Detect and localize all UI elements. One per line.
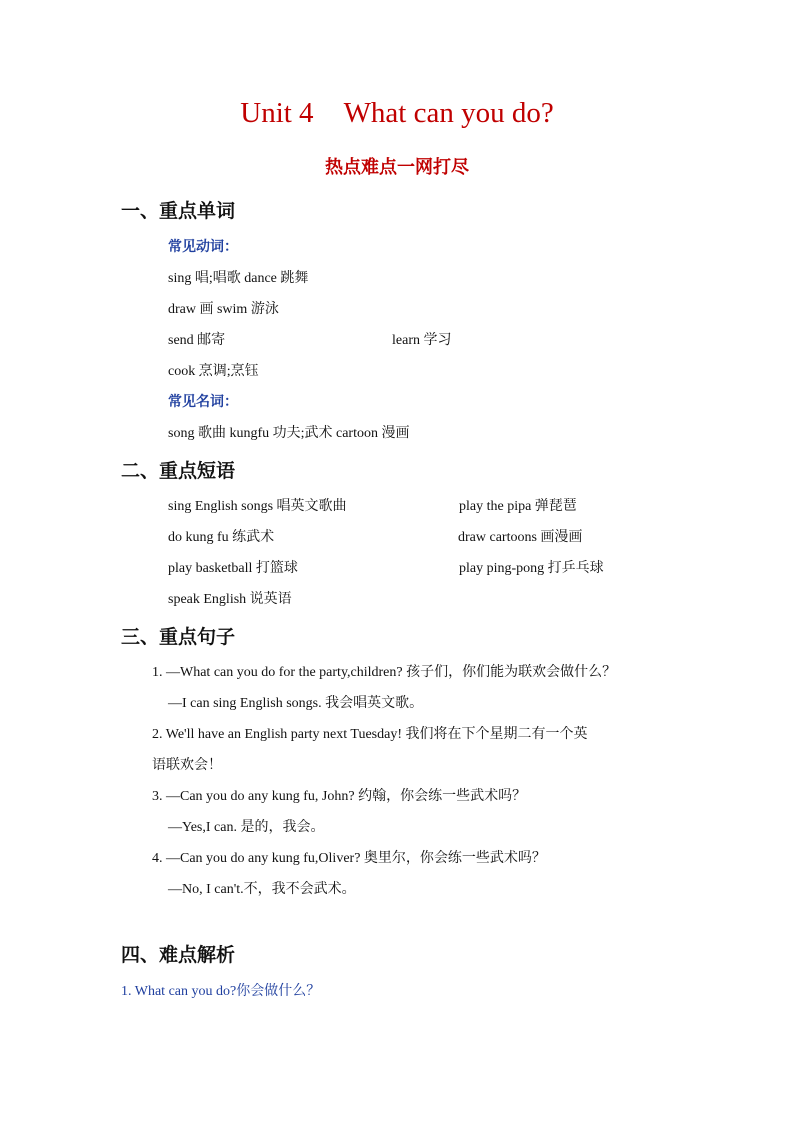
sentence-line: 1. —What can you do for the party,children? 孩子们，你们能为联欢会做什么？: [152, 665, 617, 680]
sentence-line: 4. —Can you do any kung fu,Oliver? 奥里尔，你会练一些武术吗？: [152, 851, 546, 866]
page-title: [0, 97, 794, 130]
sentence-line: —No, I can't.不，我不会武术。: [168, 882, 356, 897]
word-line: cook 烹调;烹钰: [168, 364, 259, 379]
phrase-line: do kung fu 练武术: [168, 530, 275, 545]
section-heading-difficulty-analysis: 四、难点解析: [121, 944, 236, 966]
nouns-label: 常见名词：: [168, 394, 238, 410]
section-heading-key-words: 一、重点单词: [121, 200, 236, 222]
phrase-line: play ping-pong 打乒乓球: [459, 561, 604, 576]
sentence-line: 3. —Can you do any kung fu, John? 约翰，你会练一些武术吗？: [152, 789, 527, 804]
word-line: draw 画 swim 游泳: [168, 302, 279, 317]
sentence-line: —Yes,I can. 是的，我会。: [168, 820, 325, 835]
analysis-item: 1. What can you do?你会做什么？: [121, 984, 321, 999]
verbs-label: 常见动词：: [168, 239, 238, 255]
phrase-line: play the pipa 弹琵琶: [459, 499, 577, 514]
sentence-line: 语联欢会！: [152, 758, 222, 773]
word-line: song 歌曲 kungfu 功夫;武术 cartoon 漫画: [168, 426, 410, 441]
section-heading-key-sentences: 三、重点句子: [121, 626, 236, 648]
phrase-line: speak English 说英语: [168, 592, 292, 607]
phrase-line: draw cartoons 画漫画: [458, 530, 583, 545]
phrase-line: sing English songs 唱英文歌曲: [168, 499, 347, 514]
word-line: sing 唱;唱歌 dance 跳舞: [168, 271, 309, 286]
sentence-line: —I can sing English songs. 我会唱英文歌。: [168, 696, 424, 711]
unit-question: What can you do?: [343, 97, 554, 129]
sentence-line: 2. We'll have an English party next Tuesday! 我们将在下个星期二有一个英: [152, 727, 588, 742]
word-line: send 邮寄: [168, 333, 226, 348]
page-subtitle: 热点难点一网打尽: [325, 157, 469, 178]
unit-label: Unit 4: [240, 97, 314, 129]
phrase-line: play basketball 打篮球: [168, 561, 298, 576]
word-line: learn 学习: [392, 333, 452, 348]
section-heading-key-phrases: 二、重点短语: [121, 460, 236, 482]
